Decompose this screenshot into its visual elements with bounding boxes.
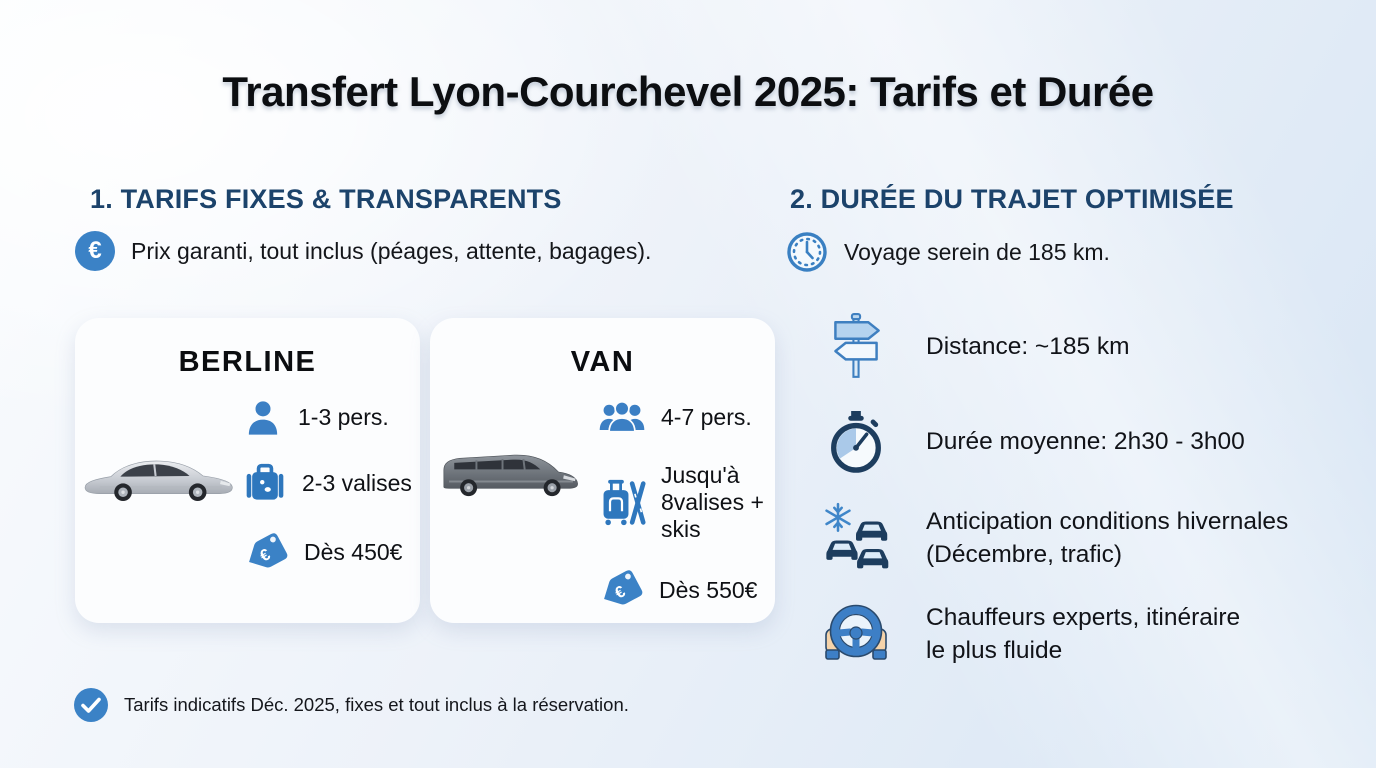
berline-card bbox=[75, 318, 420, 623]
berline-luggage-row bbox=[243, 462, 415, 506]
berline-capacity-text: 1-3 pers. bbox=[298, 404, 389, 431]
duration-row bbox=[820, 409, 1340, 475]
euro-circle-icon bbox=[75, 231, 115, 271]
driver-line1: Chauffeurs experts, itinéraire bbox=[926, 604, 1241, 631]
tarifs-subtitle-row bbox=[75, 231, 651, 271]
winter-row bbox=[820, 502, 1340, 574]
berline-capacity-row bbox=[243, 398, 415, 438]
van-luggage-line2: valises + skis bbox=[661, 489, 764, 543]
van-luggage-line1: Jusqu'à 8 bbox=[661, 462, 740, 516]
winter-line2: (Décembre, trafic) bbox=[926, 541, 1123, 568]
duree-subtitle-row bbox=[786, 231, 1110, 273]
van-capacity-text: 4-7 pers. bbox=[661, 404, 752, 431]
vehicle-cards bbox=[75, 318, 775, 623]
tag-euro-symbol: € bbox=[256, 545, 274, 566]
silver-sedan-image bbox=[81, 446, 237, 510]
duration-text: Durée moyenne: 2h30 - 3h00 bbox=[926, 428, 1245, 456]
van-luggage-text bbox=[661, 462, 770, 543]
driver-text bbox=[926, 601, 1240, 667]
van-luggage-row bbox=[598, 462, 770, 543]
van-card bbox=[430, 318, 775, 623]
distance-row bbox=[820, 312, 1340, 382]
winter-text bbox=[926, 505, 1288, 571]
suitcase-icon bbox=[243, 462, 287, 506]
van-card-title: VAN bbox=[570, 346, 635, 378]
section-heading-tarifs: 1. TARIFS FIXES & TRANSPARENTS bbox=[90, 184, 562, 214]
tag-euro-symbol: € bbox=[611, 582, 629, 603]
signpost-icon bbox=[820, 312, 892, 382]
berline-price-row bbox=[243, 530, 415, 576]
van-price-row bbox=[598, 567, 770, 613]
person-icon bbox=[243, 398, 283, 438]
luggage-skis-icon bbox=[598, 478, 646, 528]
duree-subtitle: Voyage serein de 185 km. bbox=[844, 238, 1110, 265]
berline-features bbox=[243, 398, 415, 576]
footnote-text: Tarifs indicatifs Déc. 2025, fixes et tout inclus à la réservation. bbox=[124, 694, 629, 715]
van-capacity-row bbox=[598, 398, 770, 438]
berline-luggage-text: 2-3 valises bbox=[302, 470, 412, 497]
euro-symbol: € bbox=[88, 237, 102, 264]
berline-price-text: Dès 450€ bbox=[304, 539, 403, 566]
driver-row bbox=[820, 601, 1340, 667]
winter-traffic-icon bbox=[820, 502, 892, 574]
stopwatch-icon bbox=[820, 409, 892, 475]
steering-wheel-icon bbox=[820, 602, 892, 666]
people-group-icon bbox=[598, 398, 646, 438]
van-features bbox=[598, 398, 770, 613]
section-heading-duree: 2. DURÉE DU TRAJET OPTIMISÉE bbox=[790, 184, 1234, 214]
clock-icon bbox=[786, 231, 828, 273]
price-tag-icon bbox=[243, 530, 289, 576]
berline-card-title: BERLINE bbox=[178, 346, 317, 378]
van-price-text: Dès 550€ bbox=[659, 576, 758, 603]
duree-items bbox=[820, 312, 1340, 667]
winter-line1: Anticipation conditions hivernales bbox=[926, 507, 1289, 535]
tarifs-subtitle: Prix garanti, tout inclus (péages, attente, bagages). bbox=[131, 237, 652, 264]
check-circle-icon bbox=[73, 687, 109, 723]
footnote-row bbox=[73, 687, 629, 723]
price-tag-icon bbox=[598, 567, 644, 613]
driver-line2: le plus fluide bbox=[926, 637, 1063, 665]
page-title: Transfert Lyon-Courchevel 2025: Tarifs et Durée bbox=[222, 68, 1154, 115]
distance-text: Distance: ~185 km bbox=[926, 333, 1130, 361]
grey-van-image bbox=[436, 442, 586, 506]
